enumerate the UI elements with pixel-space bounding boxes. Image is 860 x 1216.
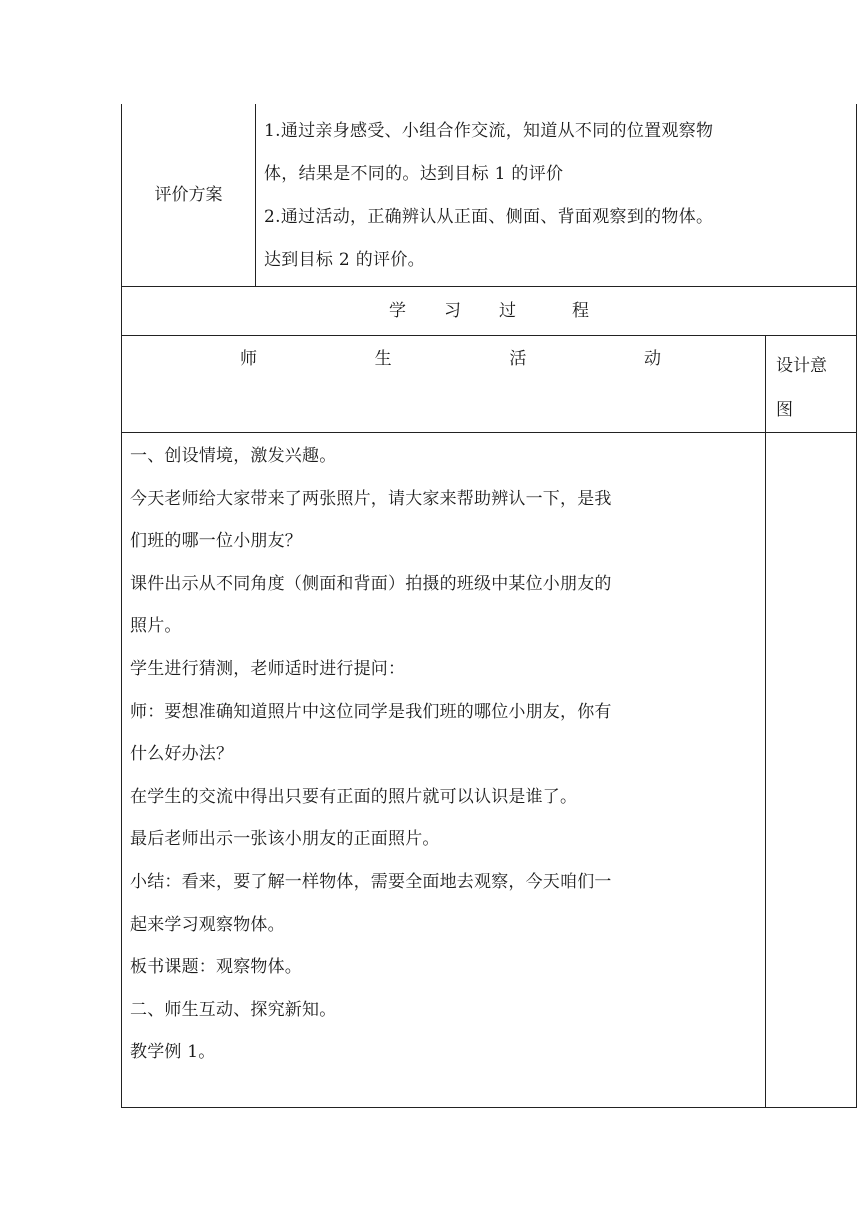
evaluation-line: 体，结果是不同的。达到目标 1 的评价 xyxy=(264,164,564,184)
column-header-char: 活 xyxy=(509,349,527,369)
activity-line: 们班的哪一位小朋友？ xyxy=(130,531,302,552)
activity-line: 板书课题：观察物体。 xyxy=(130,957,302,978)
section-title-char: 程 xyxy=(572,301,589,321)
activity-line: 起来学习观察物体。 xyxy=(130,914,285,935)
evaluation-line: 达到目标 2 的评价。 xyxy=(264,250,425,270)
column-header-char: 生 xyxy=(374,349,392,369)
activity-line: 在学生的交流中得出只要有正面的照片就可以认识是谁了。 xyxy=(130,786,578,807)
column-header-char: 动 xyxy=(643,349,661,369)
column-header-row xyxy=(122,336,857,433)
activity-line: 师：要想准确知道照片中这位同学是我们班的哪位小朋友，你有 xyxy=(130,701,612,722)
activity-line: 什么好办法？ xyxy=(130,744,234,765)
activity-content-cell xyxy=(122,433,766,1108)
activity-line: 照片。 xyxy=(130,616,182,637)
activity-line: 一、创设情境，激发兴趣。 xyxy=(130,446,337,466)
evaluation-content-cell xyxy=(256,104,857,287)
evaluation-label-cell xyxy=(122,104,256,287)
activity-line: 最后老师出示一张该小朋友的正面照片。 xyxy=(130,829,440,850)
evaluation-line: 1.通过亲身感受、小组合作交流，知道从不同的位置观察物 xyxy=(264,121,714,141)
column-header-side-line: 设计意 xyxy=(776,356,827,376)
activity-row xyxy=(122,433,857,1108)
section-title xyxy=(389,294,589,328)
lesson-plan-table xyxy=(121,104,857,1108)
activity-line: 学生进行猜测，老师适时进行提问： xyxy=(130,658,406,679)
section-title-char: 习 xyxy=(444,301,461,321)
column-header-side-line: 图 xyxy=(776,400,793,420)
design-intent-cell xyxy=(766,433,857,1108)
activity-line: 教学例 1。 xyxy=(130,1042,216,1063)
section-title-char: 学 xyxy=(389,301,406,321)
column-header-side xyxy=(766,336,857,433)
section-title-row xyxy=(122,287,857,336)
section-title-char: 过 xyxy=(499,301,516,321)
evaluation-row xyxy=(122,104,857,287)
column-header-char: 师 xyxy=(240,349,257,369)
section-title-cell xyxy=(122,287,857,336)
activity-line: 小结：看来，要了解一样物体，需要全面地去观察，今天咱们一 xyxy=(130,871,612,892)
activity-line: 二、师生互动、探究新知。 xyxy=(130,999,337,1020)
evaluation-line: 2.通过活动，正确辨认从正面、侧面、背面观察到的物体。 xyxy=(264,207,714,227)
activity-line: 今天老师给大家带来了两张照片，请大家来帮助辨认一下，是我 xyxy=(130,488,612,509)
activity-line: 课件出示从不同角度（侧面和背面）拍摄的班级中某位小朋友的 xyxy=(130,573,612,594)
evaluation-label: 评价方案 xyxy=(154,185,223,205)
column-header-main xyxy=(122,336,766,433)
